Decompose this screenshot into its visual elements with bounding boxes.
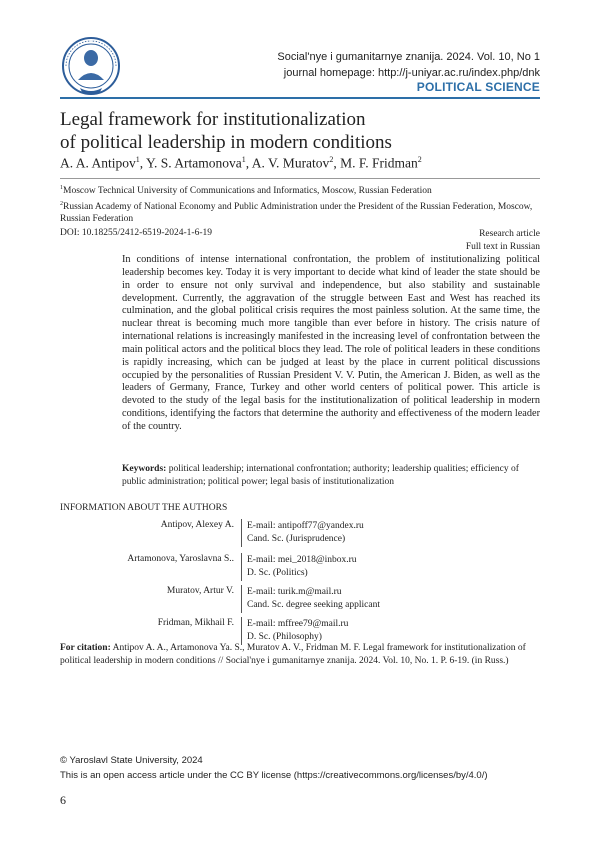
author-degree: Cand. Sc. (Jurisprudence) (247, 533, 346, 544)
author-info-name: Muratov, Artur V. (166, 586, 234, 596)
affiliation-item (60, 182, 540, 198)
section-label: POLITICAL SCIENCE (416, 80, 540, 94)
author-info-name: Artamonova, Yaroslavna S.. (127, 554, 234, 564)
author-name: A. A. Antipov (60, 155, 136, 171)
author-affiliation-mark: 2 (329, 155, 334, 164)
affiliation-number: 1 (60, 185, 63, 191)
affiliation-divider (60, 178, 540, 179)
author-info-name: Antipov, Alexey A. (160, 520, 234, 530)
author-info-name: Fridman, Mikhail F. (157, 618, 234, 628)
article-type (466, 228, 540, 253)
author-degree: D. Sc. (Philosophy) (247, 631, 322, 642)
author-info-divider (241, 585, 242, 613)
journal-info (277, 49, 540, 81)
keywords-text: political leadership; international confrontation; authority; leadership qualities; efficiency of public administration; political power; legal basis of institutionalization (122, 464, 519, 487)
journal-citation-line: Social'nye i gumanitarnye znanija. 2024. Vol. 10, No 1 (277, 51, 540, 63)
author-email[interactable]: E-mail: mffree79@mail.ru (247, 619, 349, 629)
author-degree: Cand. Sc. degree seeking applicant (247, 599, 380, 610)
author-email[interactable]: E-mail: turik.m@mail.ru (247, 587, 342, 597)
keywords (122, 463, 540, 488)
author-info-divider (241, 553, 242, 581)
author-affiliation-mark: 1 (241, 155, 246, 164)
authors-info-heading: INFORMATION ABOUT THE AUTHORS (60, 503, 228, 513)
affiliation-text: Moscow Technical University of Communications and Informatics, Moscow, Russian Federation (63, 186, 432, 197)
journal-homepage[interactable]: journal homepage: http://j-uniyar.ac.ru/index.php/dnk (283, 67, 540, 79)
article-title (60, 108, 540, 154)
author-name: A. V. Muratov (251, 155, 330, 171)
title-line-2: of political leadership in modern conditions (60, 132, 392, 153)
university-seal-icon (60, 36, 122, 104)
author-info-details (247, 586, 380, 612)
affiliation-text: Russian Academy of National Economy and Public Administration under the President of the Russian Federation, Moscow, Russian Federation (60, 201, 533, 225)
author-name: M. F. Fridman (340, 155, 418, 171)
author-info-details (247, 618, 348, 644)
author-list: A. A. Antipov$^1$, Y. S. Artamonova$^1$, A. V. Muratov$^2$, M. F. Fridman$^2$ (60, 155, 422, 171)
author-email[interactable]: E-mail: mei_2018@inbox.ru (247, 555, 357, 565)
author-affiliation-mark: 2 (417, 155, 422, 164)
affiliation-number: 2 (60, 200, 63, 207)
author-info-divider (241, 617, 242, 645)
author-affiliation-mark: 1 (135, 155, 140, 164)
author-info-details (247, 554, 357, 580)
keywords-label: Keywords: (122, 464, 167, 474)
citation-label: For citation: (60, 643, 111, 653)
abstract: In conditions of intense international confrontation, the problem of institutionalizing political leadership becomes key. Today it is very important to decide what kind of leader the state should be in order to ensure not only survival and independence, but also stability and sustainable development. Currently, the aggravation of the struggle between East and West has reached its culmination, and the global political crisis requires the most painless solution. At the same time, the nuclear threat is becoming much more tangible than ever before in history. The crisis nature of international relations is increasingly manifested in the increasing level of confrontation between the main political actors and the political blocs they lead. The role of political leaders in these conditions is rapidly increasing, which can be judged at least by the place in current political discussions occupied by the personalities of Russian President V. V. Putin, the American J. Biden, as well as the leaders of Germany, France, Turkey and other world centers of political power. This article is devoted to the study of the legal basis for the institutionalization of political leadership in modern conditions, identifying the factors that determine the authority and effectiveness of the modern leader of the country. (122, 254, 540, 432)
author-degree: D. Sc. (Politics) (247, 567, 308, 578)
citation (60, 642, 540, 668)
license[interactable]: This is an open access article under the CC BY license (https://creativecommons.org/licenses/by/4.0/) (60, 770, 488, 781)
header-divider (60, 97, 540, 99)
fulltext-language: Full text in Russian (465, 241, 540, 252)
doi[interactable]: DOI: 10.18255/2412-6519-2024-1-6-19 (60, 228, 212, 238)
citation-text: Antipov A. A., Artamonova Ya. S., Muratov A. V., Fridman M. F. Legal framework for institutionalization of political leadership in modern conditions // Social'nye i gumanitarnye znanija. 2024. Vol. 10, No. 1. P. 6-19. (in Russ.) (60, 643, 526, 666)
author-info-details (247, 520, 364, 546)
article-category: Research article (479, 229, 540, 239)
copyright: © Yaroslavl State University, 2024 (60, 755, 203, 766)
author-info-divider (241, 519, 242, 547)
page-number: 6 (60, 793, 66, 807)
title-line-1: Legal framework for institutionalization (60, 109, 366, 130)
affiliations (60, 182, 540, 226)
author-name: Y. S. Artamonova (146, 155, 242, 171)
affiliation-item (60, 198, 540, 226)
author-email[interactable]: E-mail: antipoff77@yandex.ru (247, 521, 364, 531)
